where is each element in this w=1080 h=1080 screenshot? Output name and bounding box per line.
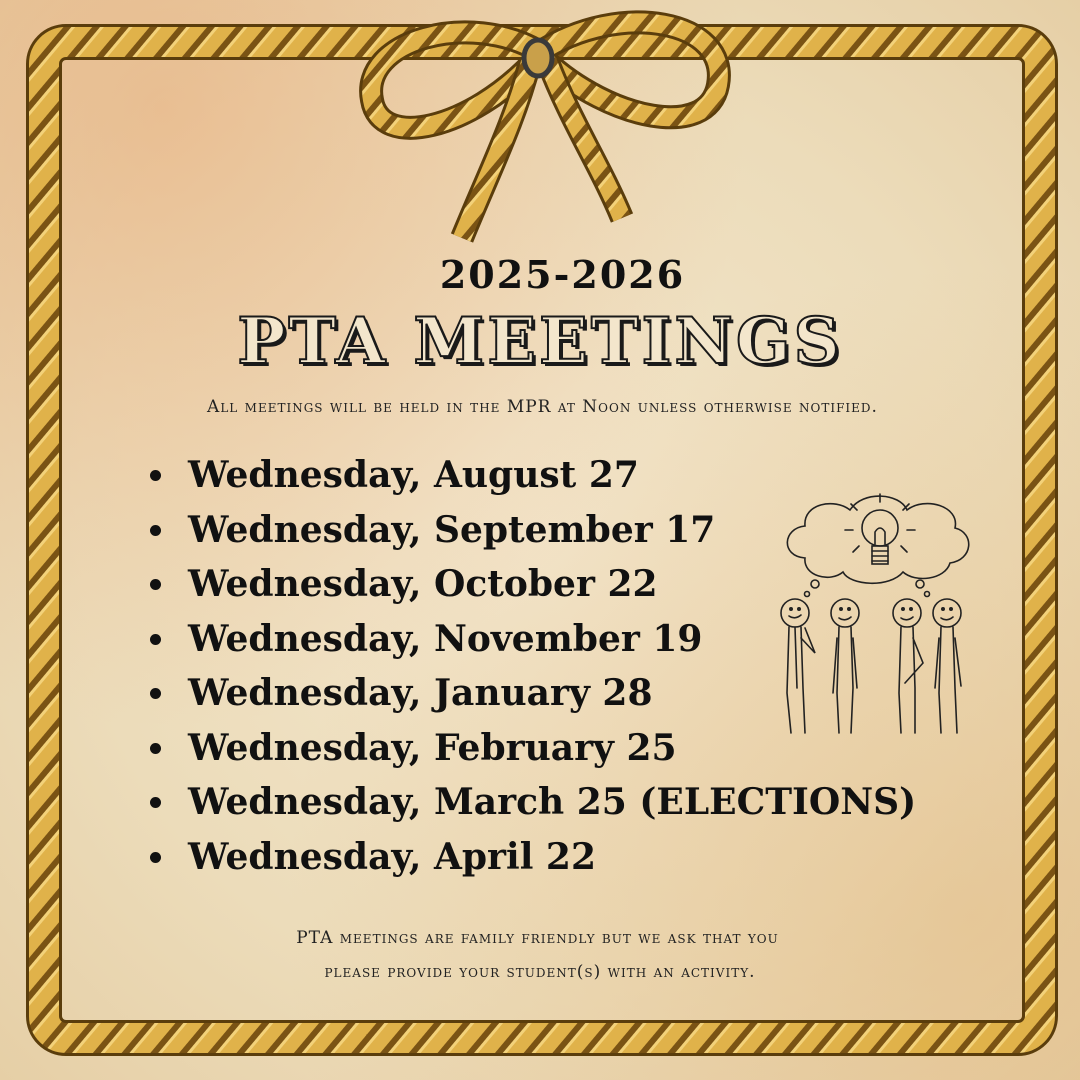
meeting-date: Wednesday, November 19 [188,617,703,660]
footer-note-line1: PTA meetings are family friendly but we ask that you [296,928,779,948]
list-item [148,775,916,830]
bullet-icon [150,688,161,699]
stick-figures-icon [781,599,961,733]
meeting-date: Wednesday, March 25 (ELECTIONS) [188,781,917,823]
list-item [148,830,916,885]
meeting-date: Wednesday, February 25 [188,726,677,769]
bullet-icon [150,525,161,536]
meeting-date: Wednesday, April 22 [188,835,597,878]
footer-note-line2: please provide your student(s) with an activity. [324,962,756,982]
meeting-date: Wednesday, August 27 [188,454,639,496]
bullet-icon [150,797,161,808]
meeting-date: Wednesday, October 22 [188,563,658,605]
bullet-icon [150,579,161,590]
bullet-icon [150,743,161,754]
year-heading: 2025-2026 [439,252,686,297]
meeting-date: Wednesday, January 28 [188,672,653,714]
page-title: PTA MEETINGS [237,304,843,379]
idea-illustration [775,488,975,743]
bullet-icon [150,852,161,863]
bullet-icon [150,470,161,481]
bullet-icon [150,634,161,645]
location-notice: All meetings will be held in the MPR at Noon unless otherwise notified. [207,397,878,417]
meeting-date: Wednesday, September 17 [188,508,716,551]
